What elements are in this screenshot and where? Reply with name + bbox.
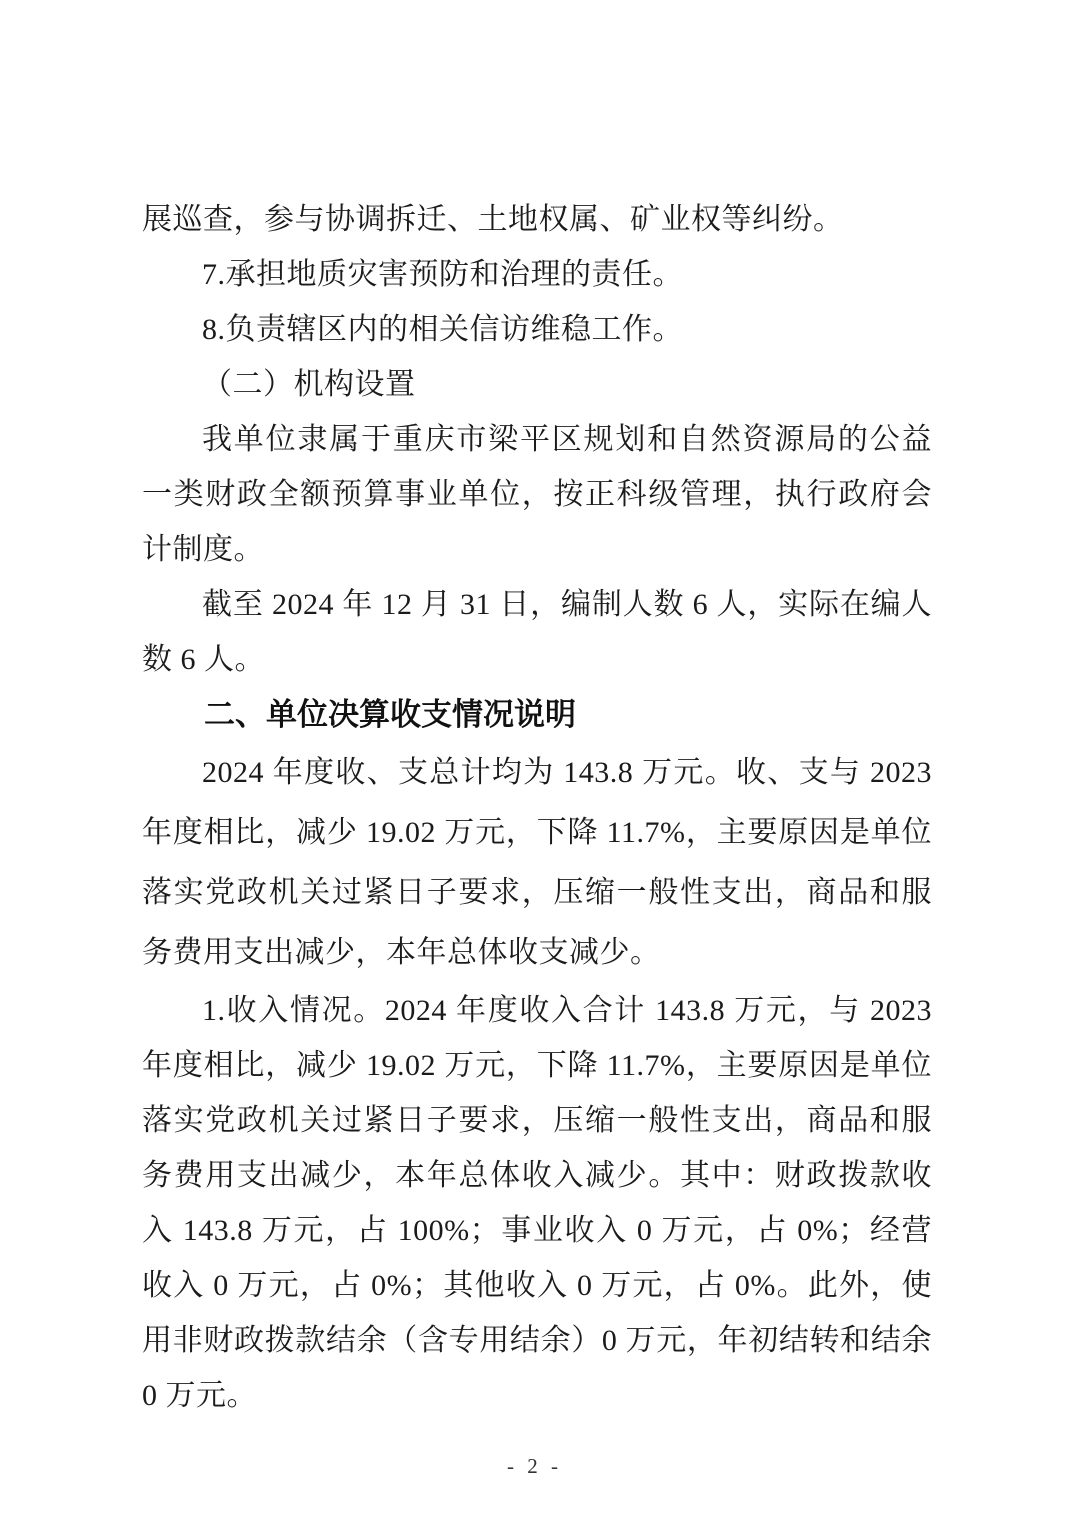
paragraph-duty-7: 7.承担地质灾害预防和治理的责任。 bbox=[202, 258, 683, 291]
paragraph-duty-continuation: 展巡查，参与协调拆迁、土地权属、矿业权等纠纷。 bbox=[142, 203, 844, 236]
page-number: - 2 - bbox=[507, 1454, 562, 1478]
subsection-heading-organization: （二）机构设置 bbox=[202, 368, 416, 401]
paragraph-income-detail: 1.收入情况。2024 年度收入合计 143.8 万元，与 2023 年度相比，减少 19.02 万元，下降 11.7%，主要原因是单位落实党政机关过紧日子要求，压缩一般性支出，商品和服务费用支出减少，本年总体收入减少。其中：财政拨款收入 143.8 万元，占 100%；事业收入 0 万元，占 0%；经营收入 0 万元，占 0%；其他收入 0 万元，占 0%。此外，使用非财政拨款结余（含专用结余）0 万元，年初结转和结余 0 万元。 bbox=[142, 994, 932, 1412]
paragraph-duty-8: 8.负责辖区内的相关信访维稳工作。 bbox=[202, 313, 683, 346]
paragraph-total-revenue-expenditure: 2024 年度收、支总计均为 143.8 万元。收、支与 2023 年度相比，减少 19.02 万元，下降 11.7%，主要原因是单位落实党政机关过紧日子要求，压缩一般性支出，商品和服务费用支出减少，本年总体收支减少。 bbox=[142, 756, 932, 969]
section-heading-budget-summary: 二、单位决算收支情况说明 bbox=[204, 697, 576, 732]
document-body bbox=[142, 192, 932, 1423]
paragraph-staffing: 截至 2024 年 12 月 31 日，编制人数 6 人，实际在编人数 6 人。 bbox=[142, 588, 932, 676]
paragraph-affiliation: 我单位隶属于重庆市梁平区规划和自然资源局的公益一类财政全额预算事业单位，按正科级管理，执行政府会计制度。 bbox=[142, 423, 932, 566]
